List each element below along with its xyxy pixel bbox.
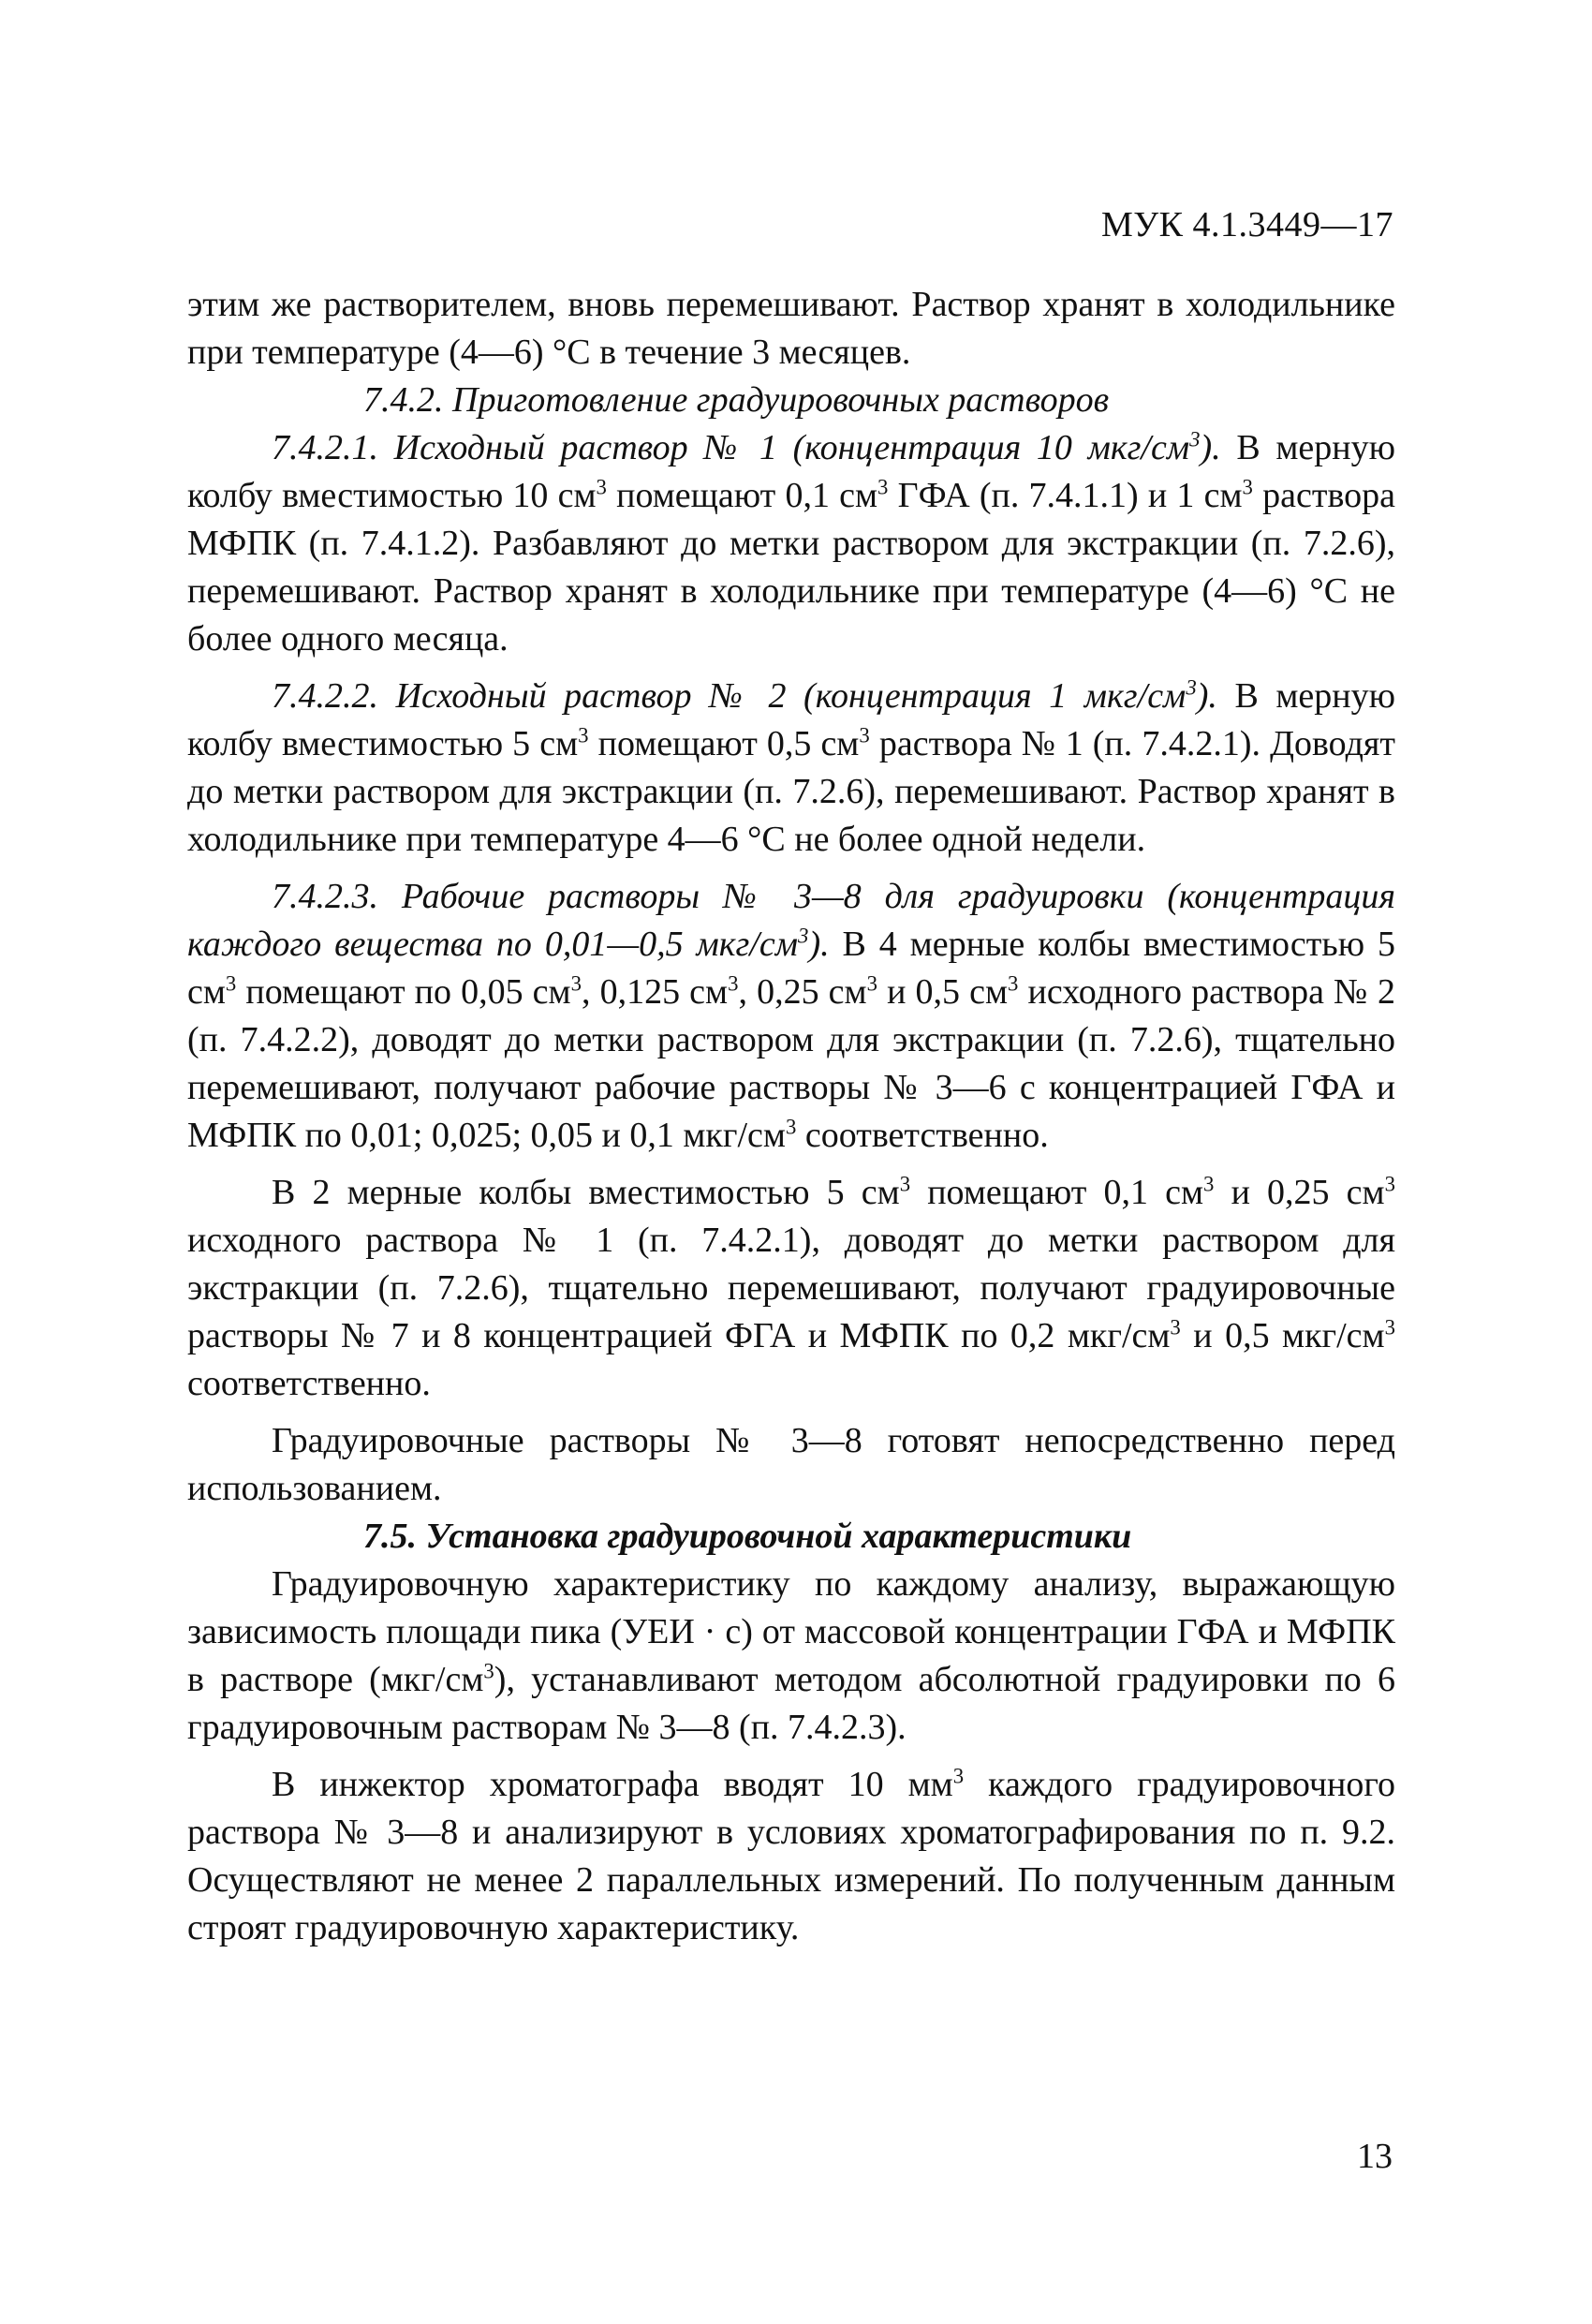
paragraph-calibration: Градуировочную характеристику по каждому анализу, выражающую зависимость площади пика (УЕИ · с) от массовой концентрации ГФА и МФПК в растворе $(мкг/см^3)$, устанавливают методом абсолютной градуировки по 6 градуировочным растворам № 3—8 (п. 7.4.2.3). [187, 1564, 1395, 1747]
title-7-4-2-1: 7.4.2.1. Исходный раствор № 1 (концентрация 10 мкг/$см^3$). [272, 427, 1221, 467]
section-heading-7-5: 7.5. Установка градуировочной характеристики [363, 1517, 1132, 1556]
title-7-4-2-2: 7.4.2.2. Исходный раствор № 2 (концентрация 1 мкг/$см^3$). [272, 675, 1217, 716]
paragraph-prepared: Градуировочные растворы № 3—8 готовят непосредственно перед использованием. [187, 1421, 1395, 1508]
paragraph-injection: В инжектор хроматографа вводят 10 $мм^3$ каждого градуировочного раствора № 3—8 и анализируют в условиях хроматографирования по п. 9.2. Осуществляют не менее 2 параллельных измерений. По полученным данным строят градуировочную характеристику. [187, 1764, 1396, 1947]
page-number: 13 [1357, 2137, 1393, 2176]
body-text [187, 281, 1395, 1952]
paragraph-7-4-2-3: 7.4.2.3. Рабочие растворы № 3—8 для градуировки (концентрация каждого вещества по 0,01—0,5 мкг/$см^3$). В 4 мерные колбы вместимостью 5 $см^3$ помещают по 0,05 $см^3$, 0,125 $см^3$, 0,25 $см^3$ и 0,5 $см^3$ исходного раствора № 2 (п. 7.4.2.2), доводят до метки раствором для экстракции (п. 7.2.6), тщательно перемешивают, получают рабочие растворы № 3—6 с концентрацией ГФА и МФПК по 0,01; 0,025; 0,05 и 0,1 мкг/$см^3$ соответственно. [187, 877, 1395, 1155]
paragraph-two-flasks: В 2 мерные колбы вместимостью 5 $см^3$ помещают 0,1 $см^3$ и 0,25 $см^3$ исходного раствора № 1 (п. 7.4.2.1), доводят до метки раствором для экстракции (п. 7.2.6), тщательно перемешивают, получают градуировочные растворы № 7 и 8 концентрацией ФГА и МФПК по 0,2 мкг/$см^3$ и 0,5 мкг/$см^3$ соответственно. [187, 1172, 1395, 1403]
title-7-4-2-3: 7.4.2.3. Рабочие растворы № 3—8 для градуировки (концентрация каждого вещества по 0,01—0,5 мкг/$см^3$). [187, 877, 1395, 964]
paragraph-7-4-2-2: 7.4.2.2. Исходный раствор № 2 (концентрация 1 мкг/$см^3$). В мерную колбу вместимостью 5 $см^3$ помещают 0,5 $см^3$ раствора № 1 (п. 7.4.2.1). Доводят до метки раствором для экстракции (п. 7.2.6), перемешивают. Раствор хранят в холодильнике при температуре 4—6 °С не более одной недели. [187, 675, 1395, 859]
document-code-header: МУК 4.1.3449—17 [1100, 205, 1393, 244]
paragraph-7-4-2-1: 7.4.2.1. Исходный раствор № 1 (концентрация 10 мкг/$см^3$). В мерную колбу вместимостью 10 $см^3$ помещают 0,1 $см^3$ ГФА (п. 7.4.1.1) и 1 $см^3$ раствора МФПК (п. 7.4.1.2). Разбавляют до метки раствором для экстракции (п. 7.2.6), перемешивают. Раствор хранят в холодильнике при температуре (4—6) °С не более одного месяца. [187, 427, 1395, 659]
paragraph-intro: этим же растворителем, вновь перемешивают. Раствор хранят в холодильнике при температуре (4—6) °С в течение 3 месяцев. [187, 285, 1395, 372]
subsection-heading-7-4-2: 7.4.2. Приготовление градуировочных растворов [363, 380, 1110, 420]
